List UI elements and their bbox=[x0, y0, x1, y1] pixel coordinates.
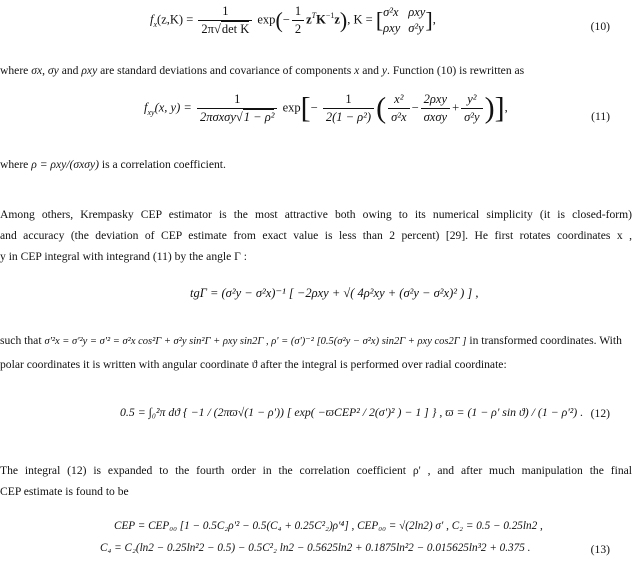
eq10-half-num: 1 bbox=[294, 4, 302, 18]
eq11-inner-fraction bbox=[323, 92, 374, 125]
eq10-T: T bbox=[311, 11, 317, 21]
p1-sigma-y: σy bbox=[47, 64, 59, 77]
eq10-m21: ρxy bbox=[383, 21, 401, 35]
eq11-exp: exp bbox=[282, 100, 301, 115]
eq10-paren-open: ( bbox=[275, 7, 283, 33]
equation-13-line-1: CEP = CEP₀₀ [1 − 0.5C₂ρ'² − 0.5(C₄ + 0.25C²₂)ρ'⁴] , CEP₀₀ = √(2ln2) σ' , C₂ = 0.5 − 0.25ln2 , bbox=[114, 520, 543, 532]
p1-y: y bbox=[381, 64, 388, 77]
eq11-den: 2πσxσy bbox=[199, 110, 236, 124]
equation-12: 0.5 = ∫₀²π dϑ { −1 / (2πϖ√(1 − ρ')) [ exp( −ϖCEP² / 2(σ')² ) − 1 ] } , ϖ = (1 − ρ' sin ϑ) / (1 − ρ'²) . bbox=[120, 405, 584, 419]
p2-math: ρ = ρxy/(σxσy) bbox=[31, 158, 99, 171]
p1-pre: where bbox=[0, 64, 29, 77]
eq11-t3d: σ²y bbox=[461, 108, 482, 125]
eq11-t1d: σ²x bbox=[388, 108, 409, 125]
equation-13-line-2: C₄ = C₂(ln2 − 0.25ln²2 − 0.5) − 0.5C²₂ ln2 − 0.5625ln2 + 0.1875ln²2 − 0.015625ln³2 + 0.375 . bbox=[100, 542, 531, 554]
eq10-matrix bbox=[383, 5, 425, 36]
eq11-norm-den: 2πσxσy√1 − ρ² bbox=[197, 108, 278, 125]
eq10-minus: − bbox=[282, 12, 290, 27]
eq10-lhs-sub: x bbox=[153, 19, 158, 29]
eq11-term1 bbox=[388, 92, 409, 125]
eq10-K: K bbox=[316, 12, 326, 27]
eq11-t3n: y² bbox=[467, 92, 477, 106]
paragraph-2 bbox=[0, 158, 632, 172]
p2-pre: where bbox=[0, 158, 29, 171]
p4-pre: such that bbox=[0, 334, 42, 347]
eq10-bracket-close: ] bbox=[425, 7, 433, 33]
eq11-lhs-args: (x, y) = bbox=[154, 100, 192, 115]
paragraph-3-line-1: Among others, Krempasky CEP estimator is the most attractive both owing to its numerical simplicity (it is closed-form) bbox=[0, 208, 632, 221]
eq11-paren-close: ) bbox=[484, 91, 495, 125]
eq10-norm-num: 1 bbox=[222, 4, 229, 18]
p1-sigma-x: σx bbox=[31, 64, 43, 77]
eq10-den-pre: 2π bbox=[201, 22, 214, 36]
p1-mid: are standard deviations and covariance of components bbox=[100, 64, 352, 77]
eq10-inv: −1 bbox=[325, 11, 335, 21]
paragraph-4-line-2: polar coordinates it is written with angular coordinate ϑ after the integral is performed over radial coordinate: bbox=[0, 358, 507, 371]
eq10-m12: ρxy bbox=[408, 5, 426, 19]
paragraph-3-line-2: and accuracy (the deviation of CEP estimate from exact value is less than 2 percent) [29]. He first rotates coordinates x , bbox=[0, 229, 632, 242]
eq11-bracket-close: ] bbox=[494, 91, 505, 125]
paragraph-1 bbox=[0, 64, 632, 78]
eq10-norm-fraction bbox=[198, 4, 252, 37]
equation-13-number: (13) bbox=[590, 543, 610, 556]
paragraph-5-line-2: CEP estimate is found to be bbox=[0, 485, 129, 498]
eq11-lhs-sub: xy bbox=[147, 107, 155, 117]
equation-11: $f_{xy}(x$, y) = $\frac{1}{\text{2πσxσy√1 − ρ²}}$ exp[− $\frac{1}{\text{2(1 − ρ²)}}$ ( $\frac{\text{x²}}{\text{σ²x}}$ − $\frac{\text{2ρxy}}{\text{σxσy}}$ + $\frac{\text{y²}}{\text{σ²y}}$ )], bbox=[144, 91, 508, 125]
eq11-t2n: 2ρxy bbox=[423, 92, 448, 106]
eq10-half-den: 2 bbox=[292, 20, 304, 37]
eq10-lhs-args: (z,K) = bbox=[157, 12, 194, 27]
eq11-term2 bbox=[421, 92, 450, 125]
paragraph-3-line-3: y in CEP integral with integrand (11) by the angle Γ : bbox=[0, 250, 248, 263]
equation-10-number: (10) bbox=[590, 20, 610, 33]
eq10-m11: σ²x bbox=[383, 5, 399, 19]
paragraph-5-line-1: The integral (12) is expanded to the fourth order in the correlation coefficient ρ' , and after much manipulation the final bbox=[0, 464, 632, 477]
paragraph-4-line-1 bbox=[0, 334, 632, 349]
equation-tg-gamma: tgΓ = (σ²y − σ²x)⁻¹ [ −2ρxy + √( 4ρ²xy + (σ²y − σ²x)² ) ] , bbox=[190, 286, 479, 300]
eq10-z: z bbox=[306, 12, 312, 27]
eq10-lhs: f bbox=[150, 12, 154, 27]
eq10-den-rad: det K bbox=[221, 22, 250, 36]
eq10-z2: z bbox=[334, 12, 340, 27]
equation-11-number: (11) bbox=[591, 110, 610, 123]
p1-post: . Function (10) is rewritten as bbox=[387, 64, 525, 77]
p1-comma: , bbox=[42, 64, 46, 77]
eq10-K-eq: , K = bbox=[347, 12, 373, 27]
eq11-inner-num: 1 bbox=[345, 92, 352, 106]
p4-math: σ'²x = σ'²y = σ'² = σ²x cos²Γ + σ²y sin²Γ + ρxy sin2Γ , ρ' = (σ')⁻² [0.5(σ²y − σ²x) sin2Γ + ρxy cos2Γ ] bbox=[44, 336, 467, 347]
p2-post: is a correlation coefficient. bbox=[101, 158, 226, 171]
p1-and: and bbox=[61, 64, 79, 77]
eq11-t1n: x² bbox=[394, 92, 404, 106]
eq10-half bbox=[292, 4, 304, 37]
eq11-norm-num: 1 bbox=[234, 92, 241, 106]
eq11-norm-fraction bbox=[197, 92, 278, 125]
eq11-minus: − bbox=[310, 100, 318, 115]
eq11-lhs: f bbox=[144, 100, 148, 115]
equation-12-number: (12) bbox=[590, 407, 610, 420]
equation-10: $f_x(z,K)$ = $\frac{1}{\text{2π√det K}}$ exp(− $\frac{1}{2}$ $z^TK^{-1}z$), K = [ σ²x ρxy ρxy σ²y ], bbox=[150, 4, 436, 36]
eq10-bracket-open: [ bbox=[375, 7, 384, 33]
eq11-inner-den: 2(1 − ρ²) bbox=[323, 108, 374, 125]
eq11-bracket-open: [ bbox=[300, 91, 311, 125]
eq11-term3 bbox=[461, 92, 482, 125]
p4-post: in transformed coordinates. With bbox=[469, 334, 622, 347]
eq10-exp: exp bbox=[257, 12, 276, 27]
eq10-paren-close: ) bbox=[339, 7, 348, 33]
eq11-t2d: σxσy bbox=[421, 108, 450, 125]
eq10-norm-den: 2π√det K bbox=[198, 20, 252, 37]
p1-and2: and bbox=[362, 64, 379, 77]
eq11-den-rad: 1 − ρ² bbox=[243, 110, 275, 124]
p1-rho-xy: ρxy bbox=[81, 64, 98, 77]
eq10-m22: σ²y bbox=[408, 21, 424, 35]
p1-x: x bbox=[354, 64, 360, 77]
eq11-paren-open: ( bbox=[376, 91, 387, 125]
